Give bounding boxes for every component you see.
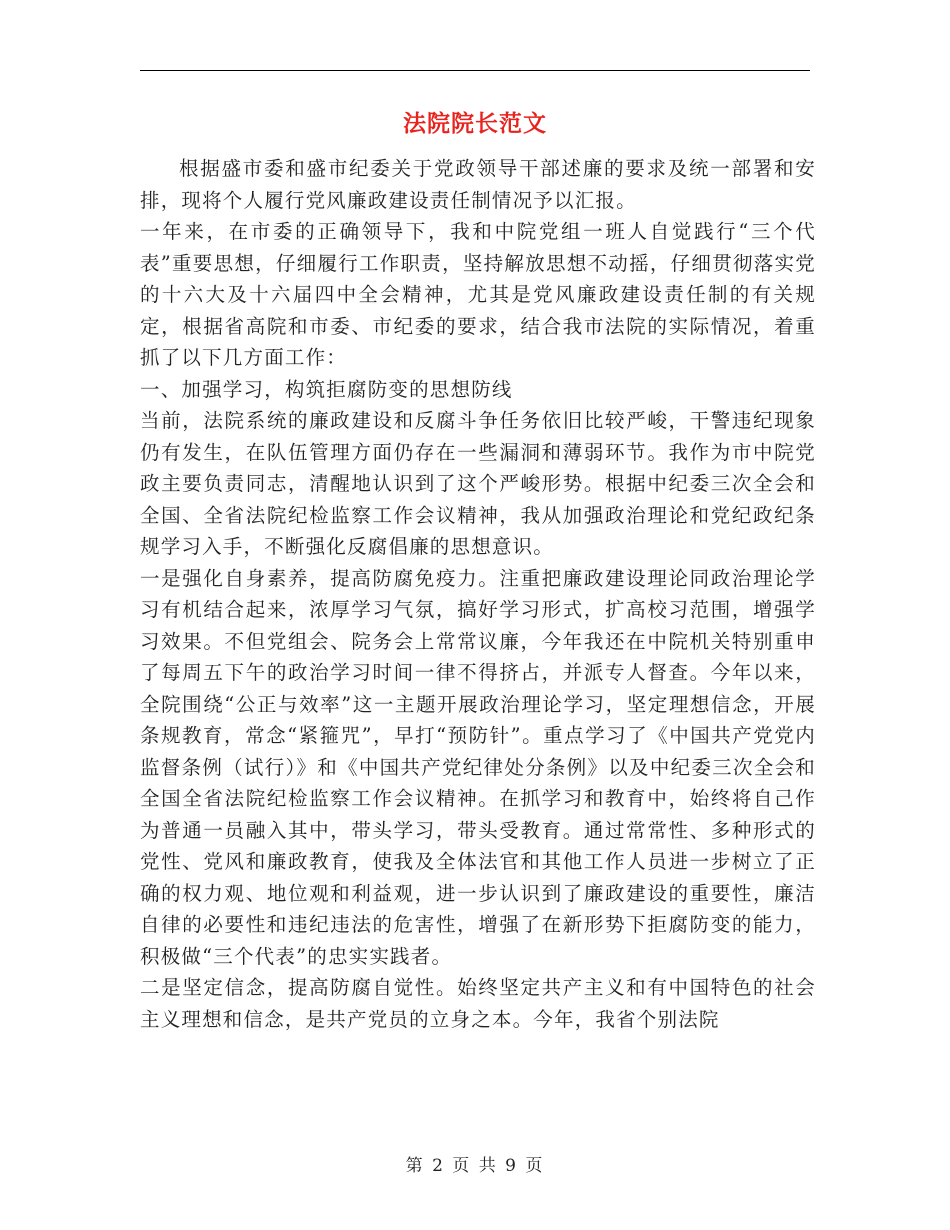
section-heading-study: 一、加强学习，构筑拒腐防变的思想防线 <box>140 377 513 401</box>
paragraph-intro: 根据盛市委和盛市纪委关于党政领导干部述廉的要求及统一部署和安排，现将个人履行党风廉政建设责任制情况予以汇报。 <box>140 157 816 212</box>
paragraph-situation: 当前，法院系统的廉政建设和反腐斗争任务依旧比较严峻，干警违纪现象仍有发生，在队伍管理方面仍存在一些漏洞和薄弱环节。我作为市中院党政主要负责同志，清醒地认识到了这个严峻形势。根据中纪委三次全会和全国、全省法院纪检监察工作会议精神，我从加强政治理论和党纪政纪条规学习入手，不断强化反腐倡廉的思想意识。 <box>140 409 816 558</box>
paragraph-overview: 一年来，在市委的正确领导下，我和中院党组一班人自觉践行“三个代表”重要思想，仔细履行工作职责，坚持解放思想不动摇，仔细贯彻落实党的十六大及十六届四中全会精神，尤其是党风廉政建设责任制的有关规定，根据省高院和市委、市纪委的要求，结合我市法院的实际情况，着重抓了以下几方面工作： <box>140 220 816 369</box>
page-number: 第 2 页 共 9 页 <box>405 1156 545 1176</box>
document-body <box>140 153 816 1035</box>
page-title: 法院院长范文 <box>403 110 547 137</box>
header-rule <box>140 70 810 71</box>
paragraph-point-two: 二是坚定信念，提高防腐自觉性。始终坚定共产主义和有中国特色的社会主义理想和信念，是共产党员的立身之本。今年，我省个别法院 <box>140 976 816 1031</box>
paragraph-point-one: 一是强化自身素养，提高防腐免疫力。注重把廉政建设理论同政治理论学习有机结合起来，浓厚学习气氛，搞好学习形式，扩高校习范围，增强学习效果。不但党组会、院务会上常常议廉，今年我还在中院机关特别重申了每周五下午的政治学习时间一律不得挤占，并派专人督查。今年以来，全院围绕“公正与效率”这一主题开展政治理论学习，坚定理想信念，开展条规教育，常念“紧箍咒”，早打“预防针”。重点学习了《中国共产党党内监督条例（试行）》和《中国共产党纪律处分条例》以及中纪委三次全会和全国全省法院纪检监察工作会议精神。在抓学习和教育中，始终将自己作为普通一员融入其中，带头学习，带头受教育。通过常常性、多种形式的党性、党风和廉政教育，使我及全体法官和其他工作人员进一步树立了正确的权力观、地位观和利益观，进一步认识到了廉政建设的重要性，廉洁自律的必要性和违纪违法的危害性，增强了在新形势下拒腐防变的能力，积极做“三个代表”的忠实实践者。 <box>140 566 816 968</box>
